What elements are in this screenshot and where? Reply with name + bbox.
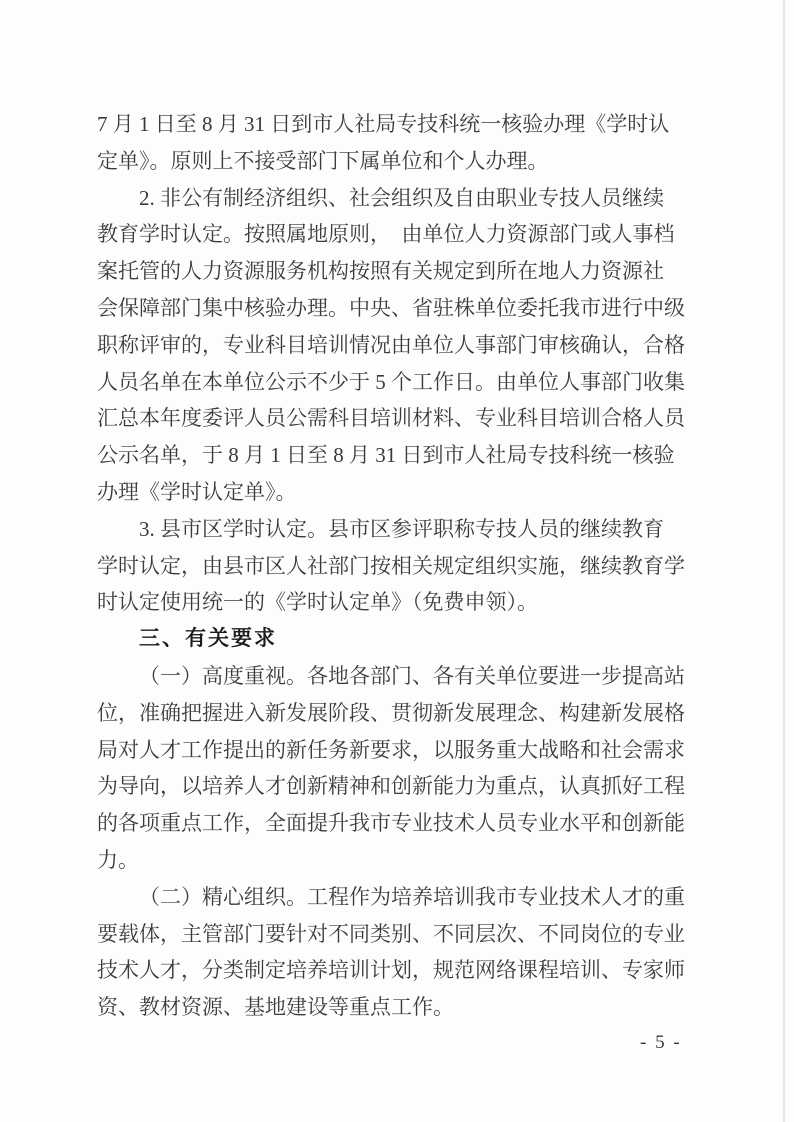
text-line: 办理《学时认定单》。 <box>97 479 297 504</box>
text-line: 时认定使用统一的《学时认定单》（免费申领）。 <box>97 590 538 615</box>
paragraph-start-line: （二）精心组织。工程作为培养培训我市专业技术人才的重 <box>139 884 685 909</box>
paragraph-start-line: （一）高度重视。各地各部门、各有关单位要进一步提高站 <box>139 663 685 688</box>
text-line: 汇总本年度委评人员公需科目培训材料、专业科目培训合格人员 <box>97 406 685 431</box>
text-line: 的各项重点工作，全面提升我市专业技术人员专业水平和创新能 <box>97 811 685 836</box>
document-body <box>97 106 683 1026</box>
text-line: 教育学时认定。按照属地原则， 由单位人力资源部门或人事档 <box>97 222 675 247</box>
text-line: 位，准确把握进入新发展阶段、贯彻新发展理念、构建新发展格 <box>97 700 685 725</box>
text-line: 职称评审的，专业科目培训情况由单位人事部门审核确认，合格 <box>97 332 685 357</box>
text-line: 局对人才工作提出的新任务新要求，以服务重大战略和社会需求 <box>97 737 685 762</box>
text-line: 学时认定，由县市区人社部门按相关规定组织实施，继续教育学 <box>97 553 685 578</box>
text-line: 资、教材资源、基地建设等重点工作。 <box>97 995 454 1020</box>
text-line: 案托管的人力资源服务机构按照有关规定到所在地人力资源社 <box>97 259 664 284</box>
text-line: 要载体，主管部门要针对不同类别、不同层次、不同岗位的专业 <box>97 921 685 946</box>
text-line: 人员名单在本单位公示不少于 5 个工作日。由单位人事部门收集 <box>97 369 685 394</box>
text-line: 会保障部门集中核验办理。中央、省驻株单位委托我市进行中级 <box>97 295 685 320</box>
paragraph-start-line: 3. 县市区学时认定。县市区参评职称专技人员的继续教育 <box>139 516 664 541</box>
section-heading: 三、有关要求 <box>139 627 277 651</box>
text-line: 为导向，以培养人才创新精神和创新能力为重点，认真抓好工程 <box>97 774 685 799</box>
paragraph-start-line: 2. 非公有制经济组织、社会组织及自由职业专技人员继续 <box>139 185 664 210</box>
text-line: 定单》。原则上不接受部门下属单位和个人办理。 <box>97 148 549 173</box>
text-line: 公示名单，于 8 月 1 日至 8 月 31 日到市人社局专技科统一核验 <box>97 443 675 468</box>
text-line: 技术人才，分类制定培养培训计划，规范网络课程培训、专家师 <box>97 958 685 983</box>
page-number: - 5 - <box>640 1032 682 1053</box>
scan-edge-line <box>783 0 785 1122</box>
text-line: 力。 <box>97 847 139 872</box>
text-line: 7 月 1 日至 8 月 31 日到市人社局专技科统一核验办理《学时认 <box>97 112 670 136</box>
